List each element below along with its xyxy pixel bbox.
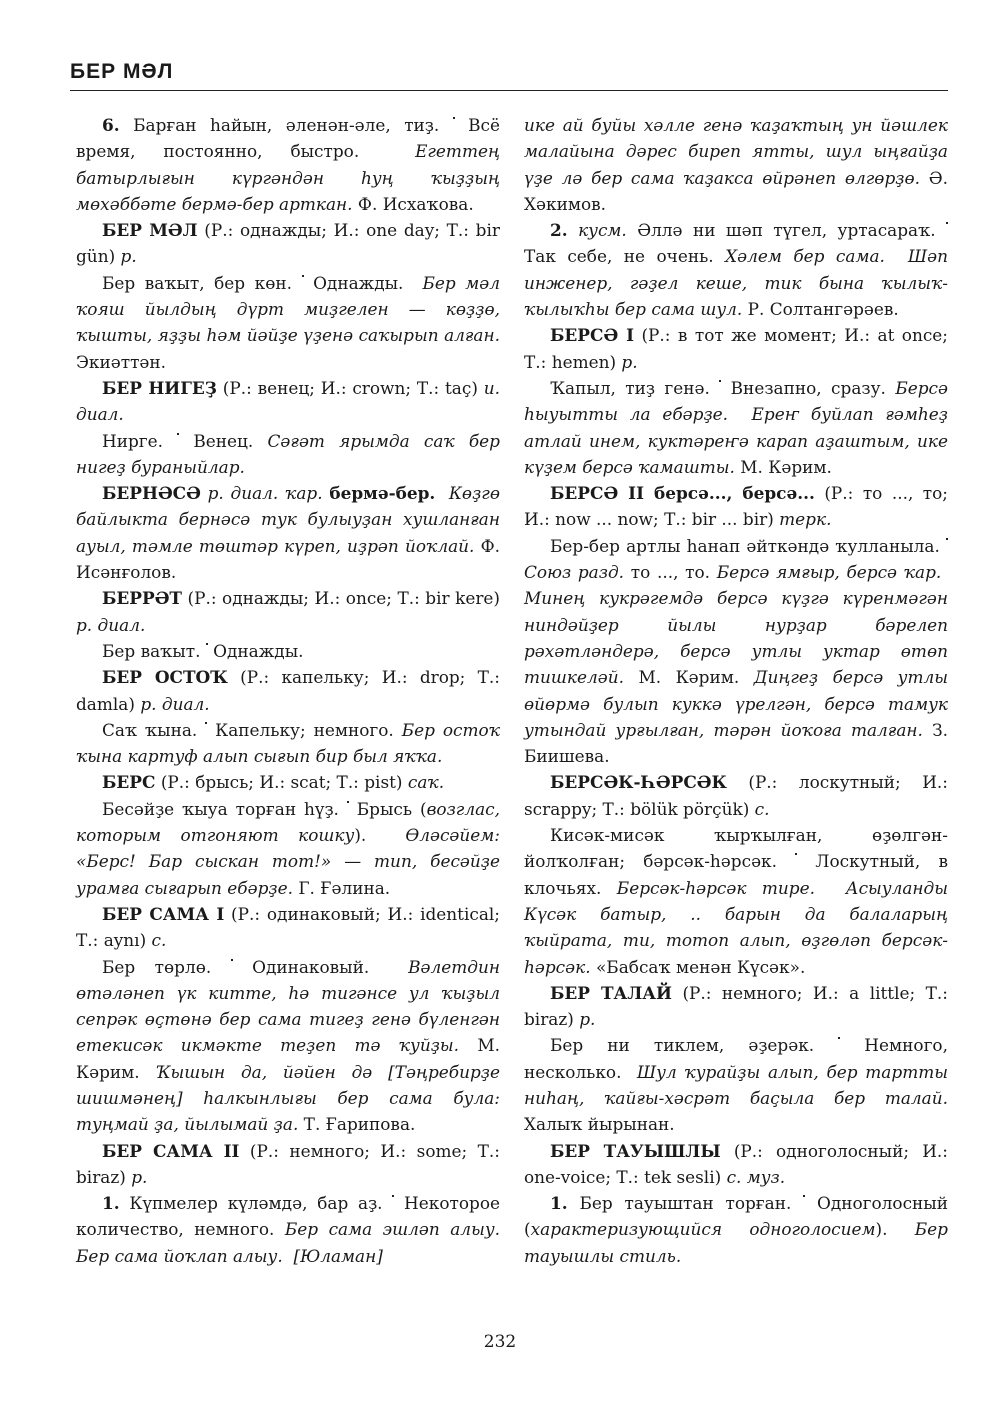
dictionary-entry [76, 428, 500, 481]
headword: 1. [102, 1193, 120, 1214]
italic-text: Ҡышын да, йәйен дә [Тәңребирҙе шишмәнең] һалкынлығы бер сама була: туңмай ҙа, йылымай ҙа. [76, 1061, 500, 1135]
dictionary-entry [524, 1138, 948, 1191]
dictionary-entry [76, 717, 500, 770]
italic-text: возглас, которым отгоняют кошку [76, 798, 500, 846]
entry-text: «Бабсаҡ менән Күсәк». [590, 956, 806, 977]
dictionary-entry [524, 1032, 948, 1137]
entry-text: (Р.: однажды; И.: one day; Т.: bir gün) [76, 220, 500, 267]
entry-text [815, 878, 830, 898]
entry-text: Некоторое количество, немного. [76, 1193, 501, 1240]
dictionary-entry [76, 270, 500, 375]
entry-text: (Р.: немного; И.: some; Т.: biraz) [76, 1140, 500, 1187]
entry-text: М. Кәрим. [734, 456, 832, 477]
headword: БЕРСӘ II берсә..., берсә... [550, 483, 815, 504]
russian-gloss-marker-icon [946, 538, 948, 540]
italic-text: р. диал. [76, 614, 146, 635]
headword: БЕР МӘЛ [102, 220, 198, 241]
dictionary-entry [76, 638, 500, 664]
dictionary-entry [76, 112, 500, 217]
dictionary-entry [524, 1190, 948, 1269]
italic-text: Бер тауышлы стиль. [524, 1219, 948, 1266]
entry-text: Внезапно, сразу. [721, 377, 896, 398]
entry-text: Брысь ( [348, 798, 427, 819]
dictionary-entry [76, 585, 500, 638]
dictionary-entry [76, 480, 500, 585]
dictionary-entry [524, 533, 948, 770]
headword: БЕР НИГЕҘ [102, 377, 217, 398]
headword: 2. [550, 220, 568, 241]
dictionary-entry [76, 901, 500, 954]
entry-text: Барған һайын, әленән-әле, тиҙ. [119, 115, 453, 135]
entry-text: (Р.: одинаковый; И.: identical; Т.: aynı) [76, 903, 500, 951]
entry-text: Бер ваҡыт. [102, 640, 206, 661]
italic-text: р. [621, 351, 638, 372]
italic-text: Шәп инженер, гәҙел кеше, тик бына ҡылыҡ-ҡылыҡһы бер сама шул. [524, 246, 948, 320]
entry-text: Т. Ғарипова. [298, 1114, 416, 1135]
entry-text: Экиәттән. [76, 351, 167, 372]
headword: БЕР САМА II [102, 1140, 240, 1161]
italic-text: р. диал. ҡар. [200, 483, 330, 504]
italic-text: Союз разд. [524, 562, 625, 583]
italic-text: кусм. [578, 220, 627, 241]
running-head: БЕР МӘЛ [70, 60, 174, 83]
header-rule [70, 90, 948, 91]
entry-text: Одинаковый. [232, 956, 389, 977]
italic-text: Өләсәйем: «Берс! Бар сыскан тот!» — тип, бесәйҙе урамға сығарып ебәрҙе. [76, 825, 500, 898]
entry-text: Кисәк-мисәк ҡырҡылған, өҙөлгән-йолҡолған; бәрсәк-һәрсәк. [524, 825, 948, 872]
entry-text: (Р.: венец; И.: crown; Т.: taç) [216, 377, 484, 398]
dictionary-entry [524, 769, 948, 822]
entry-text [568, 220, 578, 240]
entry-text: (Р.: в тот же момент; И.: at once; Т.: hemen) [524, 325, 948, 372]
entry-text: М. Кәрим. [76, 1035, 500, 1082]
entry-text: Всё время, постоянно, быстро. [76, 115, 500, 162]
italic-text: Берсәк-һәрсәк тире. [616, 877, 815, 898]
headword: 6. [102, 115, 120, 135]
entry-text: Р. Солтангәрәев. [742, 299, 899, 320]
italic-text: и. диал. [76, 377, 500, 425]
entry-text: ). [875, 1219, 915, 1240]
entry-text: Әллә ни шәп түгел, уртасараҡ. [626, 220, 947, 241]
entry-text: (Р.: немного; И.: a little; Т.: biraz) [524, 982, 948, 1030]
dictionary-entry [76, 664, 500, 717]
italic-text: Вәлетдин өтәләнеп үк китте, һә тигәнсе ул ҡыҙыл сепрәк өҫтөнә бер сама тигеҙ генә бүленгән етекисәк икмәкте теҙеп тә ҡуйҙы. [76, 956, 500, 1056]
dictionary-entry [76, 217, 500, 270]
italic-text: Берсә ямғыр, берсә ҡар. [716, 562, 942, 583]
italic-text: Шул ҡурайҙы алып, бер тартты ниһаң, ҡайғы-хәсрәт баҫыла бер талай. [524, 1061, 948, 1108]
entry-text: (Р.: лоскутный; И.: scrappy; Т.: bölük pörçük) [524, 772, 948, 819]
dictionary-entry [76, 1190, 500, 1269]
italic-text: Берсә һыуытты ла ебәрҙе. [524, 377, 948, 425]
headword: 1. [550, 1193, 568, 1214]
headword: БЕРС [102, 772, 156, 793]
entry-text: ). [354, 825, 386, 846]
headword: БЕР ТАУЫШЛЫ [550, 1140, 721, 1161]
entry-text: (Р.: однажды; И.: once; Т.: bir kere) [182, 588, 500, 609]
italic-text: Асыуланды Күсәк батыр, .. барын да балаларың ҡыйрата, ти, тотоп алып, өҙгөләп берсәк-һәрсәк. [524, 877, 948, 977]
headword: бермә-бер. [329, 483, 436, 504]
headword: БЕР САМА I [102, 903, 225, 924]
entry-text: Бер ни тиклем, әҙерәк. [550, 1035, 839, 1056]
italic-text: Егеттең батырлығын күргәндән һуң ҡыҙҙың мөхәббәте бермә-бер арткан. [76, 141, 500, 214]
dictionary-entry [524, 480, 948, 533]
headword: БЕРСӘК-ҺӘРСӘК [550, 772, 727, 793]
dictionary-entry [524, 822, 948, 980]
entry-text: Бер-бер артлы һанап әйткәндә ҡулланыла. [550, 535, 946, 556]
italic-text: характеризующийся одноголосием [530, 1219, 876, 1240]
italic-text: с. муз. [726, 1166, 786, 1187]
italic-text: Минең кукрәгемдә берсә күҙгә күренмәгән ниндәйҙер йылы нурҙар бәрелеп рәхәтләндерә, берсә утлы уктар өтөп тишкеләй. [524, 588, 948, 688]
entry-text: Бер тауыштан торған. [567, 1193, 804, 1214]
dictionary-entry [76, 796, 500, 901]
entry-text: Ҡапыл, тиҙ генә. [550, 377, 720, 398]
entry-text: Однажды. [207, 640, 304, 661]
italic-text: с. [754, 798, 770, 819]
italic-text: с. [151, 930, 167, 951]
entry-text: Күпмелер күләмдә, бар аҙ. [119, 1193, 393, 1214]
entry-text: Ә. Хәкимов. [524, 167, 948, 214]
entry-text: Ф. Исхаҡова. [352, 193, 474, 214]
italic-text: р. [579, 1009, 596, 1030]
entry-text: Бер ваҡыт, бер көн. [102, 272, 302, 293]
italic-text: Сәғәт ярымда саҡ бер нигеҙ бураныйлар. [76, 430, 500, 477]
dictionary-entry [524, 375, 948, 480]
headword: БЕРСӘ I [550, 325, 635, 346]
entry-text [885, 246, 896, 266]
russian-gloss-marker-icon [946, 222, 948, 224]
entry-text: Ф. Исәнғолов. [76, 535, 500, 583]
italic-text: Диңгеҙ берсә утлы өйөрмә булып куккә үрелгән, берсә тамук утындай урғылған, тәрән йоҡоға талған. [524, 667, 948, 740]
dictionary-entry [76, 1138, 500, 1191]
italic-text: р. диал. [140, 693, 210, 714]
entry-text: то ..., то. [624, 562, 717, 583]
entry-text: Венец. [179, 430, 268, 451]
italic-text: [Юламан] [288, 1245, 383, 1266]
dictionary-entry [524, 112, 948, 217]
headword: БЕРРӘТ [102, 588, 182, 609]
dictionary-entry [524, 322, 948, 375]
italic-text: Бер мәл ҡояш йылдың дүрт миҙгелен — көҙҙө, ҡышты, яҙҙы һәм йәйҙе үҙенә саҡырып алған. [76, 272, 500, 346]
entry-text: Г. Ғәлина. [293, 877, 391, 898]
italic-text: Бер остоҡ ҡына картуф алып сығып бир был яҡҡа. [76, 719, 500, 767]
entry-text [728, 404, 740, 424]
left-column [76, 112, 500, 1269]
italic-text: Хәлем бер сама. [725, 246, 885, 267]
entry-text: Немного, несколько. [524, 1035, 948, 1082]
dictionary-entry [76, 954, 500, 1138]
entry-text: Капельку; немного. [207, 719, 402, 740]
entry-text: (Р.: брысь; И.: scat; Т.: pist) [155, 772, 408, 793]
entry-text: Бер төрлө. [102, 956, 231, 977]
entry-text: Так себе, не очень. [524, 246, 726, 267]
entry-text: М. Кәрим. [623, 667, 754, 688]
headword: БЕР ОСТОҠ [102, 667, 228, 688]
dictionary-entry [76, 769, 500, 795]
entry-text: Нирге. [102, 430, 178, 451]
entry-text: Бесәйҙе ҡыуа торған һүҙ. [102, 798, 347, 819]
entry-text: (Р.: одноголосный; И.: one-voice; Т.: tek sesli) [524, 1140, 948, 1187]
headword: БЕР ТАЛАЙ [550, 982, 672, 1003]
entry-text: Саҡ ҡына. [102, 719, 206, 740]
entry-text: (Р.: капельку; И.: drop; Т.: damla) [76, 667, 500, 714]
italic-text: р. [120, 246, 137, 267]
italic-text: Көҙгө байлыкта бернәсә тук булыуҙан хушланған ауыл, тәмле төштәр күреп, иҙрәп йоҡлай. [76, 483, 500, 556]
right-column [524, 112, 948, 1269]
italic-text: Бер сама эшләп алыу. Бер сама йоҡлап алыу. [76, 1219, 500, 1266]
entry-text: (Р.: то ..., то; И.: now ... now; Т.: bir ... bir) [524, 483, 949, 530]
page-number: 232 [483, 1332, 517, 1352]
dictionary-entry [76, 375, 500, 428]
entry-text: Одноголосный ( [524, 1193, 948, 1240]
entry-text: Халыҡ йырынан. [524, 1114, 675, 1135]
italic-text: саҡ. [407, 772, 445, 793]
entry-text: З. Биишева. [524, 719, 948, 767]
entry-text [941, 562, 948, 582]
headword: БЕРНӘСӘ [102, 483, 201, 504]
entry-text: Лоскутный, в клочьях. [524, 851, 949, 898]
italic-text: Ереҥ буйлап ғәмһеҙ атлай инем, куктәреҥә карап аҙаштым, ике күҙем берсә ҡамашты. [524, 404, 949, 477]
entry-text: Однажды. [303, 272, 413, 293]
dictionary-entry [524, 980, 948, 1033]
italic-text: р. [131, 1166, 148, 1187]
italic-text: ике ай буйы хәлле генә ҡаҙаҡтың ун йәшлек малайына дәрес биреп ятты, шул ыңғайҙа үҙе лә бер сама ҡаҙакса өйрәнеп өлгөрҙө. [524, 115, 948, 188]
italic-text: терк. [779, 509, 832, 530]
dictionary-entry [524, 217, 948, 322]
